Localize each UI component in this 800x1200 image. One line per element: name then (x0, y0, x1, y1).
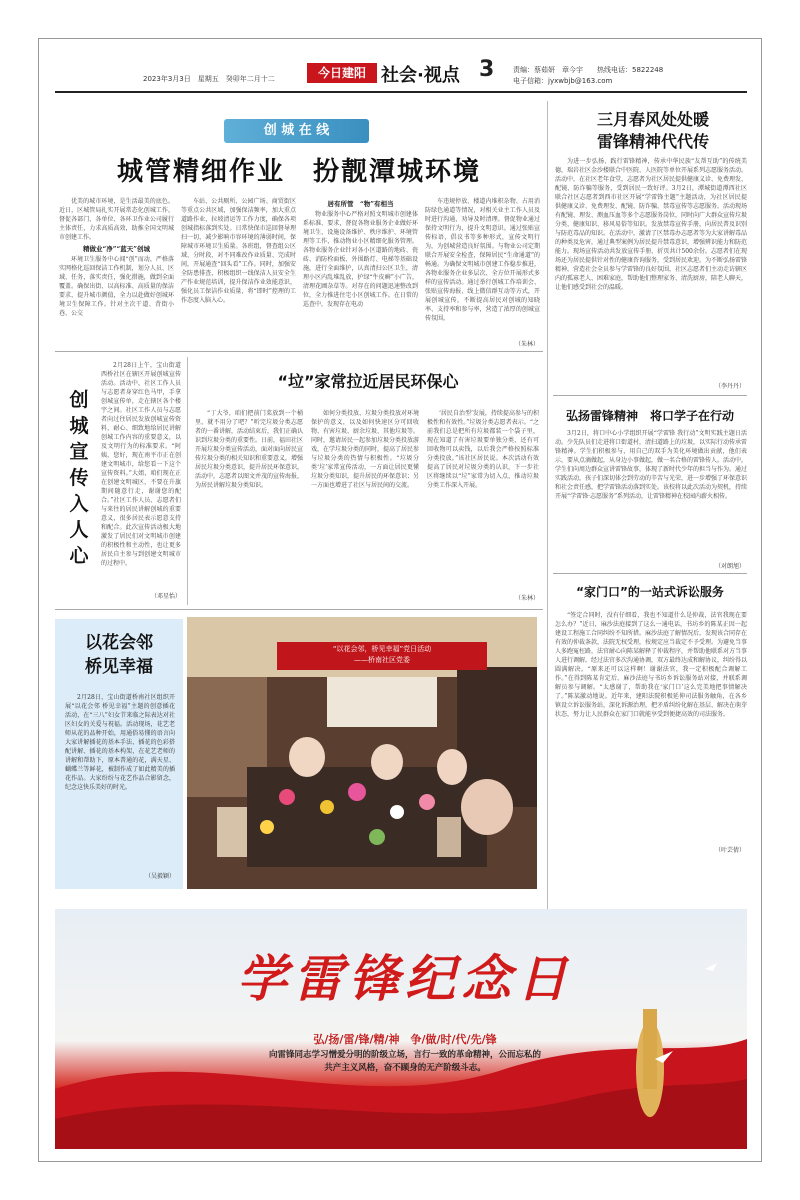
right-divider-1 (553, 395, 747, 396)
left-feature-body: 2月28日上午，宝山街道西桥社区在辖区开展创城宣传活动。活动中，社区工作人员与志愿者身穿红色马甲，手拿创城宣传单，走在辖区各个楼宇之间。社区工作人员与志愿者向过往居民发放创城宣传资料，耐心、细致地给居民讲解创城工作内容的重要意义，以及文明行为的标准要求。“阿姨，您好，现在南平市正在创建文明城市，给您看一下这个宣传资料。”大姐，咱们现在正在创建文明城区，不要在升旗期间随意行走，谢谢您的配合。”社区工作人员、志愿者们与来往的居民讲解创城的重要意义，很多居民表示愿意支持和配合。此次宣传活动极大地激发了居民们对文明城市创建的积极性和主动性，也让更多居民自主参与到创建文明城市的过程中。 (101, 362, 181, 567)
lead-column-2 (181, 197, 296, 337)
lead-title: 城管精细作业 扮靓潭城环境 (116, 157, 481, 187)
lead-col1b-text: 环境卫生服务中心闻“创”而动，严格落实网格化巡回保洁工作机制，划分人员、区域、任务，落实责任，强化措施，做到全面覆盖。确保出街、以高标准、高质量的保洁要求，提升城市颜值，全力以赴做好创城环境卫生保障工作。针对主次干道、背街小巷、公交 (59, 256, 174, 317)
leifeng-title: 三月春风处处暖 雷锋精神代代传 (596, 110, 709, 151)
newspaper-logo: 今日建阳 (307, 63, 377, 83)
section-banner: 创 城 在 线 (224, 119, 369, 143)
left-feature-title: 创城宣传入人心 (69, 389, 89, 567)
lead-col4-text: 车违规停放、楼道内堆积杂物、占用消防绿色通道等情况，对相关业主工作人员及时进行沟通，劝导及时清理。督促物业通过保持文明行为，提升文明意识。通过张贴宣传标语，倡议书等多种形式，宣传文明行为，为创城营造良好氛围。与物业公司定期联合开展安全检查，保障居民“生命通道”的畅通。为确保文明城市创建工作稳步推进，各物业服务企业多层次、全方位开展形式多样的宣传活动。通过举行创城工作培训会、张贴宣传海报、线上微信群互动等方式，开展创城宣传，不断提高居民对创城的知晓率、支持率和参与率，营造了浓厚的创城宣传氛围。 (425, 198, 540, 322)
garbage-col1-text: “丁大爷，咱们把前门菜放到一个桶里，就不用分了吧？”听完垃圾分类志愿者的一番讲解，活动结束后，我们正确认识到垃圾分类的重要性。日前，福田社区开展垃圾分类宣传活动，面对面向居民宣传垃圾分类的相关知识和重要意义，增强居民垃圾分类意识，提升居民环保意识，活动中，志愿者以图文并茂的宣传海报，为居民讲解垃圾分类知识。 (195, 410, 303, 489)
garbage-col3-text: ‘居民自治型’发展，持续提高参与的积极性和有效性。”垃圾分类志愿者表示。“之前我们总是把所有垃圾都装一个袋子里，现在知道了有害垃圾要单独分类，还有可回收物可以卖钱，以后我会严格按照标准分类投放。”该社区居民说。本次活动有效提高了居民对垃圾分类的认识，下一步社区将继续以“垃”家常为切入点，推动垃圾分类工作深入开展。 (427, 410, 539, 489)
mediation-author: （叶芸倩） (714, 847, 745, 854)
lead-column-1 (59, 197, 174, 337)
lead-author: （朱林） (514, 341, 539, 348)
leifeng-author: （李丹丹） (714, 383, 745, 390)
leifeng-body: 为进一步弘扬、践行雷锋精神，传承中华民族“友帮互助”的传统美德，瑞岩社区金沙楼联合中医院、人医院等单位开展系列志愿服务活动。活动中，在社区老年食堂，志愿者为社区居民提供健康义诊、免费理发、配镜、防诈骗等服务，受到居民一致好评。3月2日，潭城街道潭西社区联合社区志愿者到西市社区开展“学雷锋主题”主题活动，为社区居民提供健康义诊、免费理发、配镜、防诈骗、禁毒宣传等志愿服务。活动现场有配镜、理发、测血压血等多个志愿服务岗位，同时向广大群众宣传垃圾分类、健康知识、移风易俗等知识。发放禁毒宣传手册，向居民普及识别与防范毒品的知识。在活动中，激请了区禁毒办志愿者等为大家讲解毒品的种类及危害，通过典型案例为居民提升禁毒意识，增强辨识能力和防范能力。现场宣传活动共发放宣传手册、折页共计500余份。志愿者们在现场还为居民提供针对性的健康咨询服务，受到居民欢迎。为不断弘扬雷锋精神，营造社会全员参与学雷锋的良好氛围，社区志愿者们主动走访辖区内的孤寡老人、困难家庭，帮助他们整理家务、清洗厨房，陪老人聊天，让他们感受到社会的温暖。 (555, 158, 747, 291)
header-rule (55, 91, 747, 93)
garbage-col-1 (195, 409, 303, 601)
mediation-article (555, 611, 747, 843)
flower-body: 2月28日，宝山街道桥南社区组织开展“以花会邻 桥见幸福”主题的创意插花活动，在“三八”妇女节来临之际表达对社区妇女的关爱与祝福。活动现场，花艺老师从花的品种开始，用通俗易懂的语言向大家讲解插花的基本手法、插花的色彩搭配讲解、插花的基本构架，在花艺老师的讲解和帮助下，原本普通的花，满天星、蝴蝶兰等鲜花，被制作成了如此精美的插花作品。大家纷纷与花艺作品合影留念，纪念这快乐美好的时光。 (65, 694, 175, 791)
leifeng-day-calligraphy: 学雷锋纪念日 (237, 949, 573, 1008)
garbage-title: “垃”家常拉近居民环保心 (277, 372, 459, 391)
garbage-col-2 (311, 409, 419, 601)
flower-article-box (55, 619, 183, 889)
section-divider-1 (55, 351, 543, 352)
lead-subhead-2: 居有所管 “物”有相当 (327, 200, 394, 208)
school-body: 3月2日，将口中心小学组织开展“学雷锋 我行动”文明实践主题日活动。少先队员们走进将口街道村，清扫道路上的垃圾，以实际行动传承雷锋精神。学生们积极参与，用自己的双手为美化环境做出贡献，他们表示，要从点滴做起，从身边小事做起，做一名合格的雷锋传人。活动中，学生们向周边群众宣讲雷锋故事，体现了新时代少年的担当与作为。通过实践活动，孩子们深切体会到劳动的辛苦与光荣，进一步增强了环保意识和社会责任感，把学雷锋活动落到实处。该校将以此次活动为契机，持续开展“学雷锋·志愿服务”系列活动，让雷锋精神在校园内薪火相传。 (555, 430, 747, 500)
mediation-body: “签定合同时，没有仔细看，我也不知道什么是仲裁，法官我现在要怎么办？”近日，麻沙法庭接到了这么一通电话，书坊乡的陈某正因一起建设工程施工合同纠纷不知所措。麻沙法庭了解情况后，发现该合同存在有效的仲裁条款，法院无权受理，按规定应当裁定不予受理。为避免当事人多跑冤枉路，法官耐心向陈某解释了仲裁程序，并帮助他联系对方当事人进行调解。经过法官多次沟通协调，双方最终达成和解协议，纠纷得以圆满解决。“原来还可以这样啊！谢谢法官，我一定积极配合调解工作。”在得到陈某肯定后，麻沙法庭与书坊乡诉讼服务站对接，并联系调解员参与调解。“太感谢了，帮助我在‘家门口’这么完美地把事情解决了。”陈某激动地说。近年来，建阳法院积极延伸司法服务触角，在各乡镇设立诉讼服务站，深化诉源治理，把矛盾纠纷化解在基层、解决在萌芽状态，努力让人民群众在家门口就能享受到便捷高效的司法服务。 (555, 612, 747, 718)
flower-article (65, 693, 175, 869)
school-article (555, 429, 747, 561)
lead-col3-text: 物业服务中心严格对照文明城市创建体系标准、要求，督促各物业服务企业做好环境卫生、设施设备维护、秩序维护、环境管理等工作，推动物业小区精细化服务管理。各物业服务企业针对各小区道路的地砖、瓷砖、消防栓面板、外围路灯、电梯等基础设施，进行全面维护，认真清扫公区卫生，清理小区内乱堆乱放，护绿“牛皮癣”小广告，清理花圃杂草等。对存在的问题迅速整改到位，全力推进住宅小区创城工作。在日常的巡查中，发现存在电动 (303, 211, 418, 308)
editor-info: 责编：蔡茹妍 章今宇 热线电话：5822248 电子信箱：jyxwbjb@163.com (513, 66, 664, 85)
garbage-col-3 (427, 409, 539, 591)
leifeng-article (555, 157, 747, 379)
lead-column-4 (425, 197, 540, 337)
lead-col1-text: 优美的城市环境，是生活最美的底色。近日，区城管局扎实开展常态化创城工作，督促各部门、各单位、各环卫作业公司履行主体责任，力求高质高效，助推全国文明城市创建工作。 (59, 198, 174, 241)
school-author: （对朗旭） (714, 563, 745, 570)
section-title: 社会·视点 (381, 65, 460, 86)
flower-title: 以花会邻 桥见幸福 (85, 633, 153, 677)
lead-subhead-1: 精做业“净”“蓝天”创城 (83, 245, 150, 253)
school-title: 弘扬雷锋精神 将口学子在行动 (565, 409, 734, 423)
photo-banner-text: “以花会邻，桥见幸福”党日活动 ——桥南社区党委 (332, 645, 432, 664)
flower-author: （吴毅颖） (144, 873, 175, 880)
leifeng-slogan: 弘/扬/雷/锋/精/神 争/做/时/代/先/锋 (313, 1033, 497, 1046)
garbage-author: （朱林） (514, 595, 539, 602)
garbage-col2-text: 如何分类投放、垃圾分类投放对环境保护的意义，以及如何快速区分可回收物、有害垃圾、厨余垃圾、其他垃圾等。同时，邀请居民一起参加垃圾分类投放游戏，在学垃圾分类的同时，提高了居民参与垃圾分类的热情与积极性。“垃圾分类‘垃’家常宣传活动，一方面让居民更懂垃圾分类知识，提升居民的环保意识；另一方面也增进了社区与居民间的交流。 (311, 410, 419, 489)
right-divider-2 (553, 573, 747, 574)
left-feature-divider (187, 357, 188, 605)
left-feature-author: （邓星怡） (150, 593, 181, 600)
section-divider-2 (55, 609, 543, 610)
lead-col2-text: 车站、公共厕所、公园广场、商贸街区等重点公共区域，加强保洁频率，加大重点道路作业，拉坡清运等工作力度，确保各项创城指标落到实处。日常快保市巡回督导理扫一切，减少影响市容环境的薄弱时间，保障城市环境卫生质量。各班组，督查组公区域、分时段、对不同难改作业质量、完成时间，开展通查“回头看”工作。同时，加强安全防患排查，积极组织一线保洁人员安全生产作业规范培训，提升保洁作业效能意识，强化员工保洁作业质量，将“即时”控理的工作态度入脑入心。 (181, 198, 296, 304)
leifeng-quote: 向雷锋同志学习憎爱分明的阶级立场，言行一致的革命精神，公而忘私的 共产主义风格，奋不顾身的无产阶级斗志。 (268, 1050, 541, 1073)
issue-date: 2023年3月3日 星期五 癸卯年二月十二 (143, 75, 275, 83)
mediation-title: “家门口”的一站式诉讼服务 (576, 585, 724, 599)
left-feature-article (101, 361, 181, 589)
lead-column-3 (303, 197, 418, 337)
flower-photo (187, 617, 537, 889)
leifeng-day-banner (55, 909, 747, 1149)
newspaper-page (38, 38, 762, 1162)
page-number: 3 (479, 57, 495, 82)
